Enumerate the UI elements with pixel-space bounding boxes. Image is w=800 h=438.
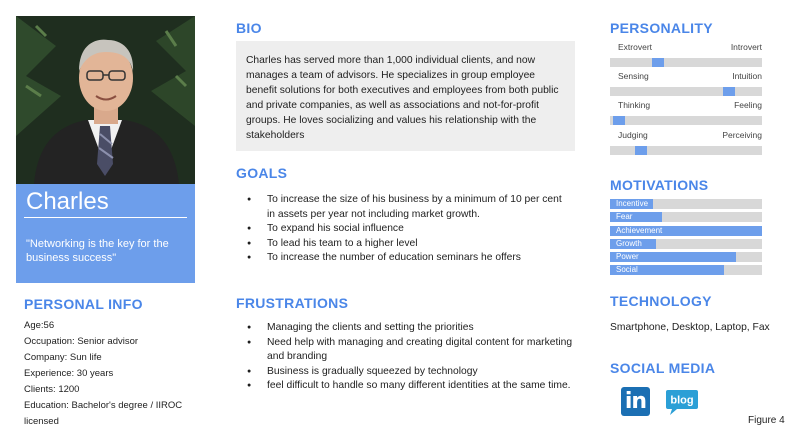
motivation-bar <box>610 265 762 275</box>
trait-marker <box>652 58 664 67</box>
motivation-label: Achievement <box>616 226 663 235</box>
frustration-item: ● Managing the clients and setting the priorities <box>239 321 579 336</box>
personal-info-heading: PERSONAL INFO <box>24 296 143 312</box>
trait-right-label: Feeling <box>734 100 762 110</box>
info-company: Company: Sun life <box>24 352 102 363</box>
motivation-label: Social <box>616 265 638 274</box>
trait-scale <box>610 146 762 155</box>
motivation-bar <box>610 226 762 236</box>
goal-item: ● To expand his social influence <box>239 222 564 237</box>
goal-item: ● To increase the size of his business by a minimum of 10 per cent in assets per year not including market growth. <box>239 193 564 222</box>
motivations-heading: MOTIVATIONS <box>610 177 709 193</box>
frustrations-heading: FRUSTRATIONS <box>236 295 349 311</box>
persona-card <box>16 184 195 283</box>
trait-marker <box>613 116 625 125</box>
goal-item: ● To increase the number of education seminars he offers <box>239 251 564 266</box>
personality-heading: PERSONALITY <box>610 20 713 36</box>
frustration-item: ● feel difficult to handle so many different identities at the same time. <box>239 379 579 394</box>
trait-judging-perceiving <box>610 130 762 160</box>
persona-quote: "Networking is the key for the business success" <box>26 238 169 264</box>
figure-label: Figure 4 <box>748 415 785 426</box>
motivation-bar <box>610 199 762 209</box>
technology-text: Smartphone, Desktop, Laptop, Fax <box>610 322 770 333</box>
trait-thinking-feeling <box>610 100 762 130</box>
motivation-bar <box>610 212 762 222</box>
info-education: Education: Bachelor's degree / IIROC licensed <box>24 400 183 427</box>
blog-icon[interactable] <box>665 388 699 416</box>
frustration-item: ● Need help with managing and creating digital content for marketing and branding <box>239 336 579 365</box>
trait-scale <box>610 87 762 96</box>
goal-item: ● To lead his team to a higher level <box>239 237 564 252</box>
persona-name: Charles <box>26 188 109 215</box>
trait-left-label: Judging <box>618 130 648 140</box>
info-clients: Clients: 1200 <box>24 384 80 395</box>
info-age: Age:56 <box>24 320 55 331</box>
bio-box <box>236 41 575 151</box>
goals-list <box>239 193 564 266</box>
trait-right-label: Intuition <box>732 71 762 81</box>
motivation-label: Incentive <box>616 199 649 208</box>
blog-icon-label: blog <box>670 394 694 407</box>
technology-heading: TECHNOLOGY <box>610 293 712 309</box>
trait-sensing-intuition <box>610 71 762 101</box>
personal-info-list <box>24 318 199 430</box>
frustration-item: ● Business is gradually squeezed by technology <box>239 365 579 380</box>
bio-heading: BIO <box>236 20 262 36</box>
trait-extrovert-introvert <box>610 42 762 72</box>
bio-text: Charles has served more than 1,000 individual clients, and now manages a team of advisors. He specializes in group employee benefit solutions for both executives and employees from both public and private companies, as well as associations and not-for-profit groups. He loves socializing and values his relationship with the stakeholders <box>246 55 559 141</box>
info-experience: Experience: 30 years <box>24 368 114 379</box>
frustrations-list <box>239 321 579 394</box>
trait-right-label: Introvert <box>730 42 762 52</box>
trait-left-label: Thinking <box>618 100 651 110</box>
trait-left-label: Extrovert <box>618 42 653 52</box>
trait-marker <box>635 146 647 155</box>
trait-marker <box>723 87 735 96</box>
motivation-label: Power <box>616 252 639 261</box>
trait-scale <box>610 58 762 67</box>
trait-scale <box>610 116 762 125</box>
goals-heading: GOALS <box>236 165 288 181</box>
blog-bubble-icon <box>665 388 699 416</box>
linkedin-icon[interactable]: in <box>621 387 650 416</box>
persona-name-divider <box>24 217 187 218</box>
social-media-heading: SOCIAL MEDIA <box>610 360 716 376</box>
motivation-bar <box>610 239 762 249</box>
motivation-bar <box>610 252 762 262</box>
persona-portrait-illustration <box>16 16 195 184</box>
trait-right-label: Perceiving <box>722 130 762 140</box>
motivation-label: Fear <box>616 212 633 221</box>
persona-photo <box>16 16 195 184</box>
trait-left-label: Sensing <box>618 71 649 81</box>
motivation-label: Growth <box>616 239 642 248</box>
info-occupation: Occupation: Senior advisor <box>24 336 139 347</box>
